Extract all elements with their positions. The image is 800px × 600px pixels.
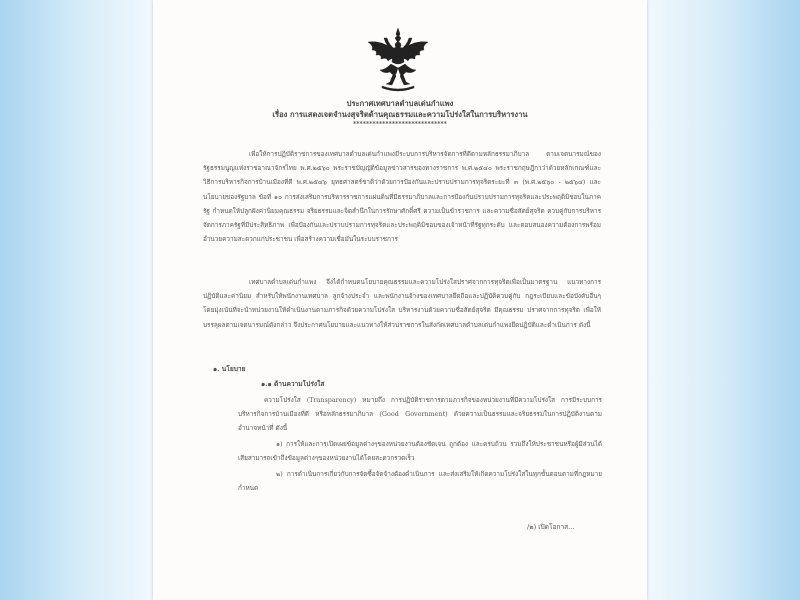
title-separator: ***************************** — [353, 121, 447, 128]
body-paragraph-5: ๒) การดำเนินการเกี่ยวกับการจัดซื้อจัดจ้างต้องดำเนินการ และส่งเสริมให้เกิดความโปร่งใสในทุกขั้นตอนตามที่กฎหมายกำหนด — [238, 470, 602, 493]
document-subject: เรื่อง การแสดงเจตจำนงสุจริตด้านคุณธรรมและความโปร่งใสในการบริหารงาน — [272, 110, 528, 119]
garuda-emblem-icon — [360, 26, 436, 94]
document-page — [153, 0, 647, 600]
subsection-heading-transparency: ๑.๑ ด้านความโปร่งใส — [261, 380, 325, 388]
continued-on-next-page: /๒) เปิดโอกาส... — [527, 523, 575, 531]
body-paragraph-4: ๑) การให้และการเปิดเผยข้อมูลต่างๆของหน่วยงานต้องชัดเจน ถูกต้อง และครบถ้วน รวมถึงให้ประชาชนหรือผู้มีส่วนได้เสียสามารถเข้าถึงข้อมูลต่างๆของหน่วยงานได้โดยสะดวกรวดเร็ว — [238, 440, 602, 463]
document-issuer: ประกาศเทศบาลตำบลเด่นกำแพง — [346, 99, 454, 108]
body-paragraph-3: ความโปร่งใส (Transparency) หมายถึง การปฏิบัติราชการตามภารกิจของหน่วยงานที่มีความโปร่งใส การมีระบบการบริหารกิจการบ้านเมืองที่ดี หรือหลักธรรมาภิบาล (Good Government) ด้วยความเป็นธรรมและจริยธรรมในการปฏิบัติงานตามอำนาจหน้าที่ ดังนี้ — [238, 396, 602, 433]
body-paragraph-2: เทศบาลตำบลเด่นกำแพง จึงได้กำหนดนโยบายคุณธรรมและความโปร่งใสปราศจากการทุจริตเพื่อเป็นมาตรฐาน แนวทางการปฏิบัติและค่านิยม สำหรับให้พนักงานเทศบาล ลูกจ้างประจำ และพนักงานจ้างของเทศบาลยึดถือและปฏิบัติควบคู่กับ กฎระเบียบและข้อบังคับอื่นๆ โดยมุ่งเน้นที่จะนำหน่วยงานให้ดำเนินงานตามภารกิจด้วยความโปร่งใส บริหารงานด้วยความซื่อสัตย์สุจริต มีคุณธรรม ปราศจากการทุจริต เพื่อให้บรรลุผลตามเจตนารมณ์ดังกล่าว จึงประกาศนโยบายและแนวทางให้ส่วนราชการในสังกัดเทศบาลตำบลเด่นกำแพงยึดปฏิบัติและดำเนินการ ดังนี้ — [203, 278, 601, 329]
section-heading-policy: ๑. นโยบาย — [213, 365, 246, 373]
body-paragraph-1: เพื่อให้การปฏิบัติราชการของเทศบาลตำบลเด่นกำแพงมีระบบการบริหารจัดการที่ดีตามหลักธรรมาภิบาล ตามเจตนารมณ์ของรัฐธรรมนูญแห่งราชอาณาจักรไทย พ.ศ.๒๕๖๐ พระราชบัญญัติข้อมูลข่าวสารของทางราชการ พ.ศ.๒๕๔๐ พระราชกฤษฎีกาว่าด้วยหลักเกณฑ์และวิธีการบริหารกิจการบ้านเมืองที่ดี พ.ศ.๒๕๔๖ ยุทธศาสตร์ชาติว่าด้วยการป้องกันและปราบปรามการทุจริตระยะที่ ๓ (พ.ศ.๒๕๖๐ - ๒๕๖๔) และนโยบายของรัฐบาล ข้อที่ ๑๐ การส่งเสริมการบริหารราชการแผ่นดินที่มีธรรมาภิบาลและการป้องกันปราบปรามการทุจริตและประพฤติมิชอบในภาครัฐ กำหนดให้ปลูกฝังค่านิยมคุณธรรม จริยธรรมและจิตสำนึกในการรักษาศักดิ์ศรี ความเป็นข้าราชการ และความซื่อสัตย์สุจริต ควบคู่กับการบริหารจัดการภาครัฐที่มีประสิทธิภาพ เพื่อป้องกันและปราบปรามการทุจริตและประพฤติมิชอบของเจ้าหน้าที่รัฐทุกระดับ และตอบสนองความต้องการพร้อมอำนวยความสะดวกแก่ประชาชน เพื่อสร้างความเชื่อมั่นในระบบราชการ — [203, 150, 601, 244]
